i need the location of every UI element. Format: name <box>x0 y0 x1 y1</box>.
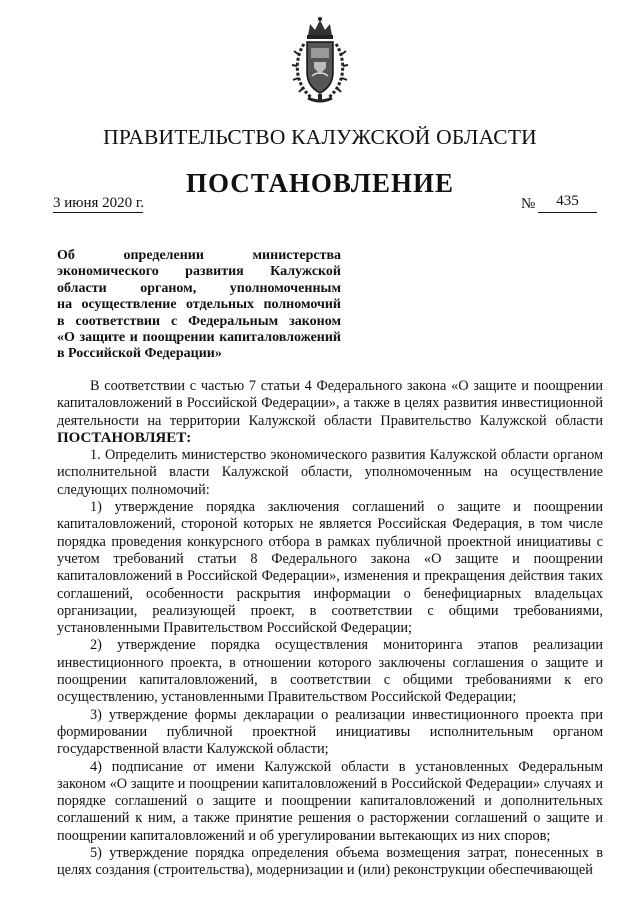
document-number: 435 <box>556 193 579 209</box>
body-paragraph: 2) утверждение порядка осуществления мониторинга этапов реализации инвестиционного проекта, в отношении которого заключены соглашения о защите и поощрении капиталовложений, в соответствии с общими требованиями к его осуществлению, установленными Правительством Российской Федерации; <box>57 637 603 706</box>
body-paragraph: 4) подписание от имени Калужской области в установленных Федеральным законом «О защите и поощрении капиталовложений в Российской Федерации» случаях и порядке соглашений о защите и поощрении капиталовложений и дополнительных соглашений к ним, а также принятие решения о расторжении соглашений о защите и поощрении капиталовложений и об урегулировании вытекающих из них споров; <box>57 758 603 844</box>
subject-line: в Российской Федерации» <box>57 346 222 362</box>
document-date: 3 июня 2020 г. <box>53 195 145 211</box>
subject-line: «О защите и поощрении капиталовложений <box>57 330 341 346</box>
subject-line: экономического развития Калужской <box>57 264 341 280</box>
document-type-title: ПОСТАНОВЛЕНИЕ <box>185 168 455 198</box>
subject-line: в соответствии с Федеральным законом <box>57 313 341 329</box>
body-paragraph: 5) утверждение порядка определения объема возмещения затрат, понесенных в целях создания (строительства), модернизации и (или) реконструкции обеспечивающей <box>57 845 603 879</box>
government-name: ПРАВИТЕЛЬСТВО КАЛУЖСКОЙ ОБЛАСТИ <box>103 125 537 149</box>
decree-word: ПОСТАНОВЛЯЕТ: <box>57 429 192 446</box>
body-paragraph: 1) утверждение порядка заключения соглашений о защите и поощрении капиталовложений, стороной которых не является Российская Федерация, в том числе порядка проведения конкурсного отбора в рамках публичной проектной инициативы с учетом требований статьи 8 Федерального закона «О защите и поощрении капиталовложений в Российской Федерации», изменения и прекращения действия таких соглашений, особенности раскрытия информации о бенефициарных владельцах организации, реализующей проект, в соответствии с общими требованиями, установленными Правительством Российской Федерации; <box>57 499 603 637</box>
number-label: № <box>521 196 536 212</box>
kaluga-coat-of-arms-emblem <box>290 14 350 106</box>
subject-line: области органом, уполномоченным <box>57 280 341 296</box>
subject-line: Об определении министерства <box>57 248 341 263</box>
document-body <box>57 378 603 880</box>
number-underline <box>538 212 597 213</box>
preamble-paragraph <box>57 378 603 447</box>
body-paragraph: 1. Определить министерство экономического развития Калужской области органом исполнительной власти Калужской области, уполномоченным на осуществление следующих полномочий: <box>57 447 603 498</box>
preamble-text: В соответствии с частью 7 статьи 4 Федерального закона «О защите и поощрении капиталовложений в Российской Федерации», а также в целях развития инвестиционной деятельности на территории Калужской области Правительство Калужской области <box>57 378 603 429</box>
date-underline <box>53 212 143 213</box>
subject-line: на осуществление отдельных полномочий <box>57 297 341 313</box>
body-paragraph: 3) утверждение формы декларации о реализации инвестиционного проекта при формировании публичной проектной инициативы исполнительным органом государственной власти Калужской области; <box>57 706 603 758</box>
subject-heading <box>57 248 341 363</box>
